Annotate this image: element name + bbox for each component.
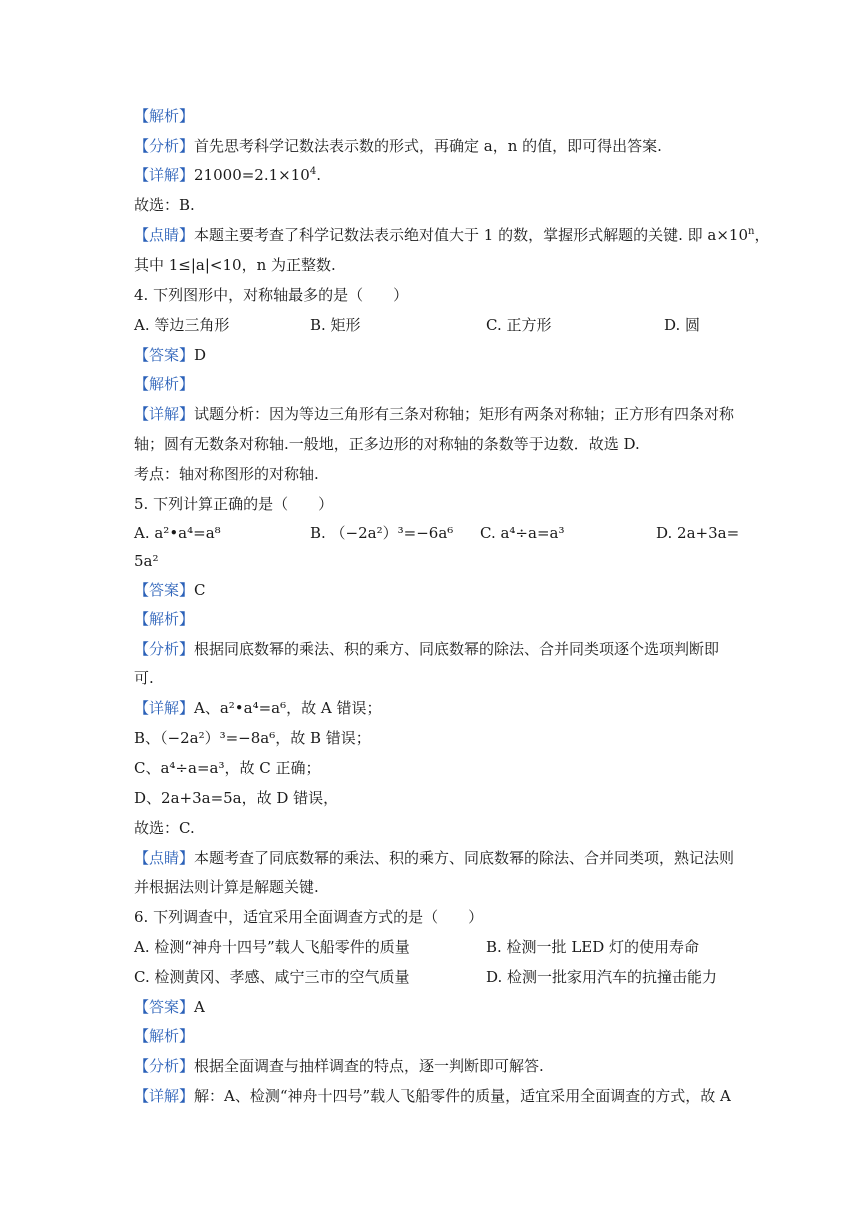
q5-option-b: B. （−2a²）³=−6a⁶ <box>310 524 454 542</box>
q6-fenxi: 【分析】根据全面调查与抽样调查的特点，逐一判断即可解答. <box>134 1057 544 1075</box>
q5-jiexi-tag: 【解析】 <box>134 610 195 628</box>
q5-dianjing: 【点睛】本题考查了同底数幂的乘法、积的乘方、同底数幂的除法、合并同类项，熟记法则 <box>134 849 735 867</box>
q4-option-d: D. 圆 <box>664 316 701 334</box>
q5-dianjing-line2: 并根据法则计算是解题关键. <box>134 878 319 896</box>
q5-option-c: C. a⁴÷a=a³ <box>480 524 565 542</box>
q6-stem: 6. 下列调查中，适宜采用全面调查方式的是（ ） <box>134 908 484 926</box>
q6-option-c: C. 检测黄冈、孝感、咸宁三市的空气质量 <box>134 968 410 986</box>
q6-option-a: A. 检测“神舟十四号”载人飞船零件的质量 <box>134 938 410 956</box>
q3-guxuan: 故选：B. <box>134 196 195 214</box>
q3-dianjing-line2: 其中 1≤|a|<10，n 为正整数. <box>134 256 336 274</box>
q6-xiangjie: 【详解】解：A、检测“神舟十四号”载人飞船零件的质量，适宜采用全面调查的方式，故 A <box>134 1087 731 1105</box>
q5-guxuan: 故选：C. <box>134 819 195 837</box>
q3-xiangjie: 【详解】$21000=2.1\times 10^4$. <box>134 166 321 184</box>
q5-fenxi: 【分析】根据同底数幂的乘法、积的乘方、同底数幂的除法、合并同类项逐个选项判断即 <box>134 640 720 658</box>
q3-fenxi: 【分析】首先思考科学记数法表示数的形式，再确定 a，n 的值，即可得出答案. <box>134 137 662 155</box>
q5-fenxi-line2: 可. <box>134 669 154 687</box>
q5-option-a: A. a²•a⁴=a⁸ <box>134 524 221 542</box>
q6-option-b: B. 检测一批 LED 灯的使用寿命 <box>486 938 700 956</box>
q4-option-c: C. 正方形 <box>486 316 552 334</box>
q6-answer: 【答案】A <box>134 998 205 1016</box>
q5-option-d-line2: 5a² <box>134 552 159 570</box>
q5-xiangjie: 【详解】A、a²•a⁴=a⁶，故 A 错误； <box>134 699 382 717</box>
q6-option-d: D. 检测一批家用汽车的抗撞击能力 <box>486 968 718 986</box>
q5-step-d: D、2a+3a=5a，故 D 错误， <box>134 789 339 807</box>
q4-stem: 4. 下列图形中，对称轴最多的是（ ） <box>134 286 409 304</box>
q5-step-c: C、a⁴÷a=a³，故 C 正确； <box>134 759 321 777</box>
q4-jiexi-tag: 【解析】 <box>134 375 195 393</box>
q4-xiangjie-line2: 轴；圆有无数条对称轴.一般地，正多边形的对称轴的条数等于边数．故选 D. <box>134 435 640 453</box>
q3-jiexi-tag: 【解析】 <box>134 107 195 125</box>
q5-answer: 【答案】C <box>134 581 206 599</box>
q6-jiexi-tag: 【解析】 <box>134 1027 195 1045</box>
q4-kaodian: 考点：轴对称图形的对称轴. <box>134 465 319 483</box>
q4-option-b: B. 矩形 <box>310 316 361 334</box>
q5-stem: 5. 下列计算正确的是（ ） <box>134 495 334 513</box>
q5-option-d: D. 2a+3a= <box>656 524 740 542</box>
q4-xiangjie: 【详解】试题分析：因为等边三角形有三条对称轴；矩形有两条对称轴；正方形有四条对称 <box>134 405 735 423</box>
q4-option-a: A. 等边三角形 <box>134 316 230 334</box>
q3-dianjing: 【点睛】本题主要考查了科学记数法表示绝对值大于 1 的数，掌握形式解题的关键. 即 $a\times 10^n$， <box>134 226 770 244</box>
q4-answer: 【答案】D <box>134 346 207 364</box>
q5-step-b: B、（−2a²）³=−8a⁶，故 B 错误； <box>134 729 371 747</box>
